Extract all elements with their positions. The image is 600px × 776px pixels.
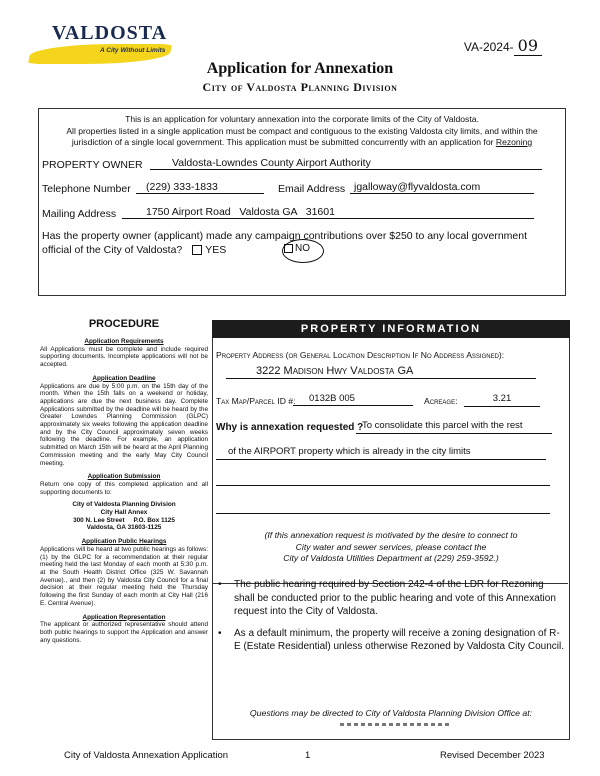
no-label: NO: [295, 243, 310, 254]
application-number: [464, 36, 542, 55]
yes-checkbox[interactable]: [192, 245, 202, 255]
procedure-text: Return one copy of this completed application and all supporting documents to:: [40, 480, 208, 496]
why-annexation-field-line-1[interactable]: To consolidate this parcel with the rest: [356, 420, 552, 434]
intro-line-3: jurisdiction of a single local government. This application must be submitted concurrently with an application for Rezoning: [71, 137, 533, 147]
no-checkbox-checked-icon[interactable]: [284, 244, 293, 253]
procedure-heading: Application Submission: [87, 473, 161, 481]
why-annexation-label: Why is annexation requested ?: [216, 422, 364, 433]
yes-label: YES: [205, 244, 227, 256]
property-address-field[interactable]: 3222 Madison Hwy Valdosta GA: [226, 365, 536, 379]
email-label: Email Address: [278, 183, 346, 195]
footer-document-name: City of Valdosta Annexation Application: [64, 750, 229, 761]
page-title: Application for Annexation: [206, 60, 394, 77]
why-annexation-field-line-3[interactable]: [216, 485, 550, 486]
intro-line-2: All properties listed in a single application must be compact and contiguous to the existing Valdosta city limits, and within the: [66, 125, 538, 136]
email-field[interactable]: jgalloway@flyvaldosta.com: [350, 181, 534, 194]
procedure-text: The applicant or authorized representative should attend both public hearings to support the Application and answer any questions.: [40, 621, 208, 644]
rezoning-link[interactable]: Rezoning: [495, 137, 533, 147]
utilities-note: (If this annexation request is motivated by the desire to connect to City water and sewer services, please contact the City of Valdosta Utilities Department at (229) 259-3592.): [264, 530, 518, 563]
no-answer[interactable]: [284, 243, 310, 254]
acreage-field[interactable]: 3.21: [464, 393, 540, 407]
procedure-text: Applications will be heard at two public hearings as follows: (1) by the GLPC for a recommendation at their regular meeting held the last Monday of each month at 5:30 p.m. at the South Health District Office (325 W. Savannah Avenue)., and then (2) by Valdosta City Council for a final decision at their regular meeting held the Thursday following the first Sunday of each month at City Hall (216 E. Central Avenue).: [40, 545, 208, 607]
bullet-public-hearing: • The public hearing required by Section 242-4 of the LDR for Rezoning shall be conducted prior to the public hearing and vote of this Annexation request into the City of Valdosta.: [216, 578, 564, 619]
campaign-question-line-2: official of the City of Valdosta? YES: [42, 244, 227, 256]
tax-parcel-label: Tax Map/Parcel ID #:: [216, 396, 296, 406]
submission-address: City of Valdosta Planning Division City Hall Annex 300 N. Lee Street P.O. Box 1125 Valdosta, GA 31603-1125: [72, 501, 176, 532]
procedure-title: PROCEDURE: [88, 318, 160, 330]
why-annexation-field-line-2[interactable]: of the AIRPORT property which is already in the city limits: [216, 446, 546, 460]
footer-revision-date: Revised December 2023: [440, 750, 545, 761]
bullet-default-zoning: • As a default minimum, the property will receive a zoning designation of R-E (Estate Residential) unless otherwise Rezoned by Valdosta City Council.: [216, 627, 564, 654]
procedure-heading: Application Requirements: [84, 338, 164, 345]
footer-page-number: 1: [305, 750, 311, 761]
property-owner-field[interactable]: Valdosta-Lowndes County Airport Authority: [150, 157, 542, 170]
procedure-heading: Application Public Hearings: [81, 538, 167, 546]
intro-line-1: This is an application for voluntary annexation into the corporate limits of the City of Valdosta.: [125, 114, 479, 124]
procedure-heading: Application Deadline: [92, 374, 156, 382]
page-subtitle: City of Valdosta Planning Division: [202, 80, 398, 94]
mailing-address-field[interactable]: 1750 Airport Road Valdosta GA 31601: [122, 206, 534, 219]
procedure-text: Applications are due by 5:00 p.m. on the 15th day of the month. When the 15th falls on a weekend or holiday, applications are due the next business day. Complete Applications submitted by the deadline will be heard by the Greater Lowndes Planning Commission (GLPC) approximately six weeks following the application deadline and by the City Council approximately seven weeks following the deadline. For example, an application submitted on March 15th will be heard at the April Planning Commission meeting and the early May City Council meeting.: [40, 382, 208, 467]
logo-tagline: A City Without Limits: [100, 47, 166, 54]
procedure-column: [40, 338, 208, 644]
procedure-text: All Applications must be complete and include required supporting documents. Incomplete applications will not be accepted.: [40, 345, 208, 369]
why-annexation-field-line-4[interactable]: [216, 513, 550, 514]
application-number-prefix: VA-2024-: [463, 40, 514, 54]
acreage-label: Acreage:: [424, 396, 458, 406]
property-info-title: PROPERTY INFORMATION: [212, 320, 570, 338]
property-address-label: Property Address (or General Location Description If No Address Assigned):: [216, 350, 505, 360]
tax-parcel-field[interactable]: 0132B 005: [293, 393, 413, 406]
campaign-question-line-1: Has the property owner (applicant) made any campaign contributions over $250 to any local government: [42, 230, 528, 242]
application-number-handwritten: 09: [514, 36, 542, 56]
telephone-label: Telephone Number: [42, 183, 131, 195]
procedure-heading: Application Representation: [82, 613, 166, 621]
logo-name: VALDOSTA: [52, 22, 168, 44]
property-owner-label: PROPERTY OWNER: [42, 159, 143, 171]
intro-text: [44, 114, 560, 149]
cutoff-text-fragment: [340, 723, 450, 726]
questions-contact: Questions may be directed to City of Valdosta Planning Division Office at:: [249, 708, 533, 718]
valdosta-logo: [30, 20, 170, 64]
hearing-notes: [216, 578, 564, 662]
telephone-field[interactable]: (229) 333-1833: [136, 181, 264, 194]
mailing-address-label: Mailing Address: [42, 208, 117, 220]
